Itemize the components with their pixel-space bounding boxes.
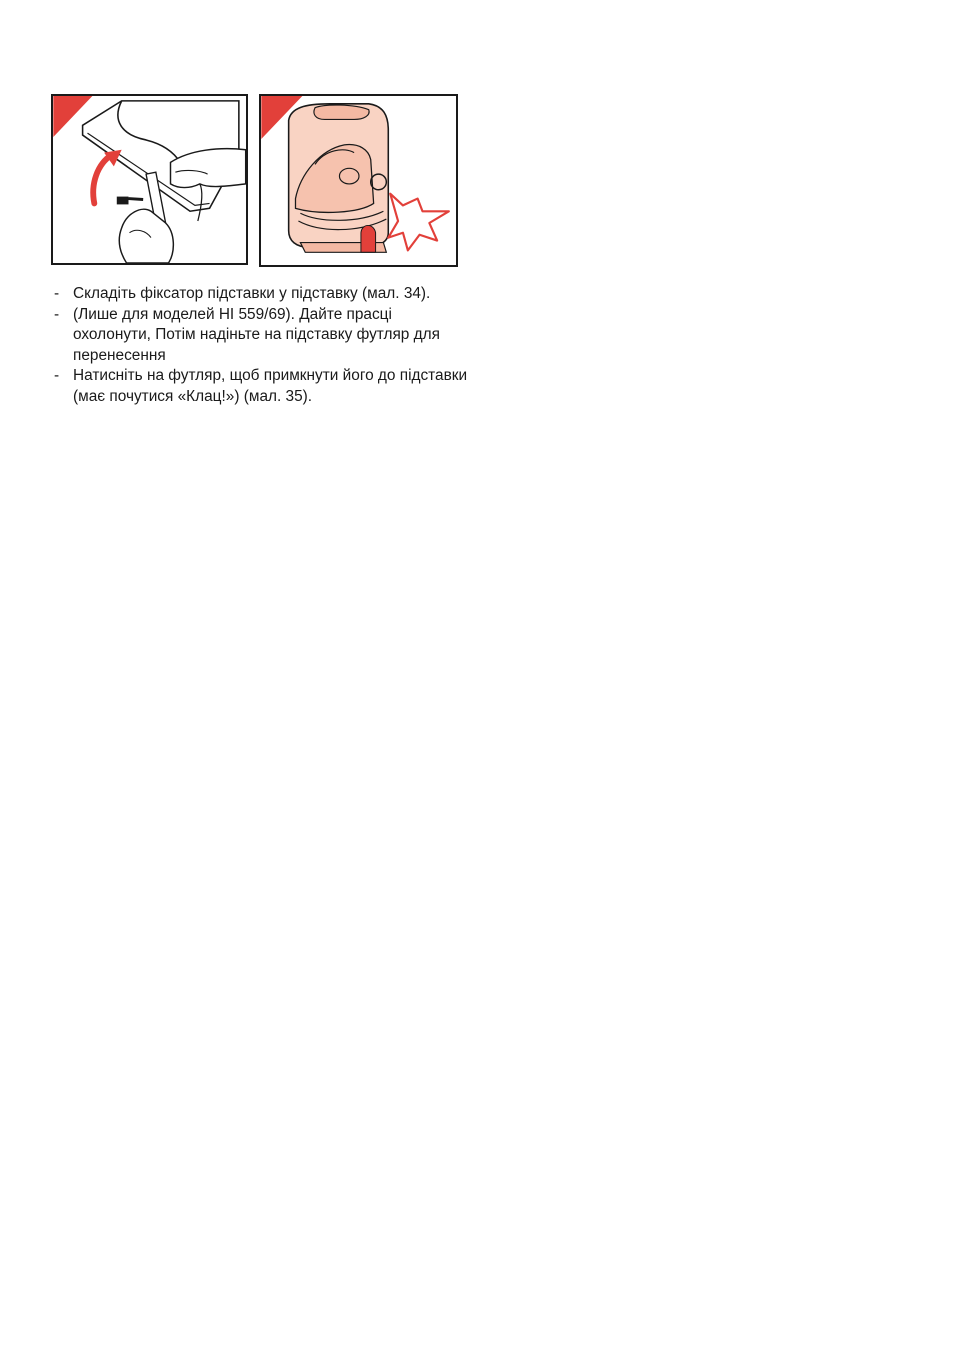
figure-34 — [51, 94, 248, 265]
instruction-text: (Лише для моделей HI 559/69). Дайте прасці охолонути, Потім надіньте на підставку футляр для перенесення — [73, 305, 440, 364]
list-dash: - — [54, 285, 60, 302]
stand-lock-fold-illustration — [53, 96, 246, 263]
list-dash: - — [54, 305, 60, 323]
figure-35 — [259, 94, 458, 267]
instruction-item — [54, 366, 474, 407]
instruction-item — [54, 305, 474, 367]
instruction-list — [54, 284, 474, 407]
instruction-text: Складіть фіксатор підставки у підставку (мал. 34). — [73, 285, 431, 302]
carry-case-click-illustration — [261, 96, 456, 265]
list-dash: - — [54, 367, 60, 384]
instruction-text: Натисніть на футляр, щоб примкнути його до підставки (має почутися «Клац!») (мал. 35). — [73, 367, 468, 405]
instruction-item — [54, 284, 474, 305]
